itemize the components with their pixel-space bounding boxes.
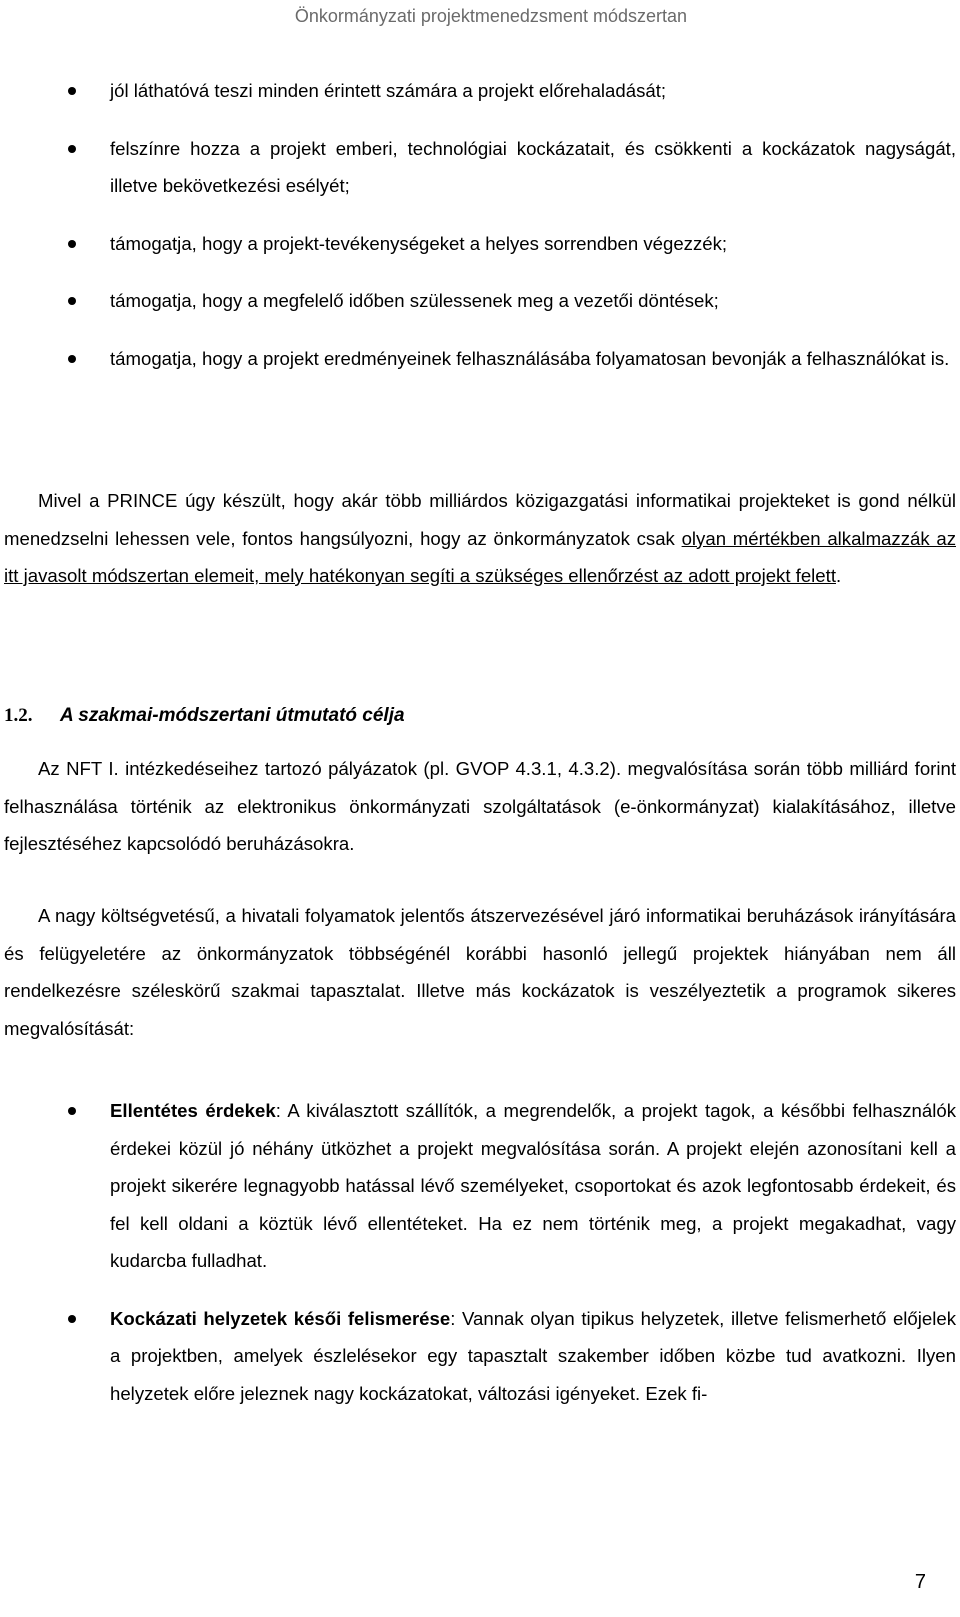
benefits-list <box>0 72 960 397</box>
section-title: A szakmai-módszertani útmutató célja <box>60 705 405 726</box>
list-item-text: támogatja, hogy a projekt-tevékenységeket a helyes sorrendben végezzék; <box>110 232 728 254</box>
nft-paragraph: Az NFT I. intézkedéseihez tartozó pályázatok (pl. GVOP 4.3.1, 4.3.2). megvalósítása során több milliárd forint felhasználása történik az elektronikus önkormányzati szolgáltatások (e-önkormányzat) kialakításához, illetve fejlesztéséhez kapcsolódó beruházásokra. <box>4 758 956 854</box>
bullet-icon <box>68 355 76 363</box>
running-header: Önkormányzati projektmenedzsment módszertan <box>294 6 687 26</box>
bullet-icon <box>68 1107 76 1115</box>
paragraph-text: Mivel a PRINCE úgy készült, hogy akár több milliárdos közigazgatási informatikai projekteket is gond nélkül menedzselni lehessen vele, fontos hangsúlyozni, hogy az önkormányzatok csak <box>4 490 956 549</box>
paragraph-text-end: . <box>835 565 842 586</box>
page-number: 7 <box>914 1571 926 1593</box>
list-item <box>0 1092 960 1280</box>
bullet-icon <box>68 145 76 153</box>
risk-description: : A kiválasztott szállítók, a megrendelők, a projekt tagok, a későbbi felhasználók érdekei közül jó néhány ütközhet a projekt megvalósítása során. A projekt elején azonosítani kell a projekt sikerére legnagyobb hatással lévő személyeket, csoportokat és azok legfontosabb érdekeit, és fel kell oldani a köztük lévő ellentéteket. Ha ez nem történik meg, a projekt megakadhat, vagy kudarcba fulladhat. <box>110 1100 956 1271</box>
list-item <box>0 282 960 320</box>
list-item-text: jól láthatóvá teszi minden érintett számára a projekt előrehaladását; <box>110 80 667 101</box>
bullet-icon <box>68 87 76 95</box>
bullet-icon <box>68 1315 76 1323</box>
section-number: 1.2. <box>4 705 33 726</box>
risk-term: Ellentétes érdekek <box>110 1100 276 1121</box>
prince-paragraph <box>4 482 956 595</box>
underlined-text: olyan mértékben alkalmazzák az itt javasolt módszertan elemeit, mely hatékonyan segíti a szükséges ellenőrzést az adott projekt felett <box>4 527 956 586</box>
list-item-text: támogatja, hogy a projekt eredményeinek felhasználásába folyamatosan bevonják a felhasználókat is. <box>110 347 950 369</box>
section-heading <box>4 701 405 731</box>
bullet-icon <box>68 297 76 305</box>
list-item <box>0 72 960 110</box>
list-item <box>0 130 960 205</box>
list-item <box>0 340 960 378</box>
list-item <box>0 225 960 263</box>
list-item-text: felszínre hozza a projekt emberi, technológiai kockázatait, és csökkenti a kockázatok nagyságát, illetve bekövetkezési esélyét; <box>110 137 956 196</box>
bullet-icon <box>68 240 76 248</box>
list-item <box>0 1300 960 1413</box>
list-item-text: támogatja, hogy a megfelelő időben szülessenek meg a vezetői döntések; <box>110 290 719 311</box>
risks-list <box>0 1092 960 1432</box>
risk-paragraph: A nagy költségvetésű, a hivatali folyamatok jelentős átszervezésével járó informatikai beruházások irányítására és felügyeletére az önkormányzatok többségénél korábbi hasonló jellegű projektek hiányában nem áll rendelkezésre széleskörű szakmai tapasztalat. Illetve más kockázatok is veszélyeztetik a programok sikeres megvalósítását: <box>4 905 956 1039</box>
risk-description: : Vannak olyan tipikus helyzetek, illetve felismerhető előjelek a projektben, amelyek észlelésekor egy tapasztalt szakember időben közbe tud avatkozni. Ilyen helyzetek előre jeleznek nagy kockázatokat, változási igényeket. Ezek fi- <box>110 1307 957 1404</box>
risk-term: Kockázati helyzetek késői felismerése <box>110 1307 451 1329</box>
